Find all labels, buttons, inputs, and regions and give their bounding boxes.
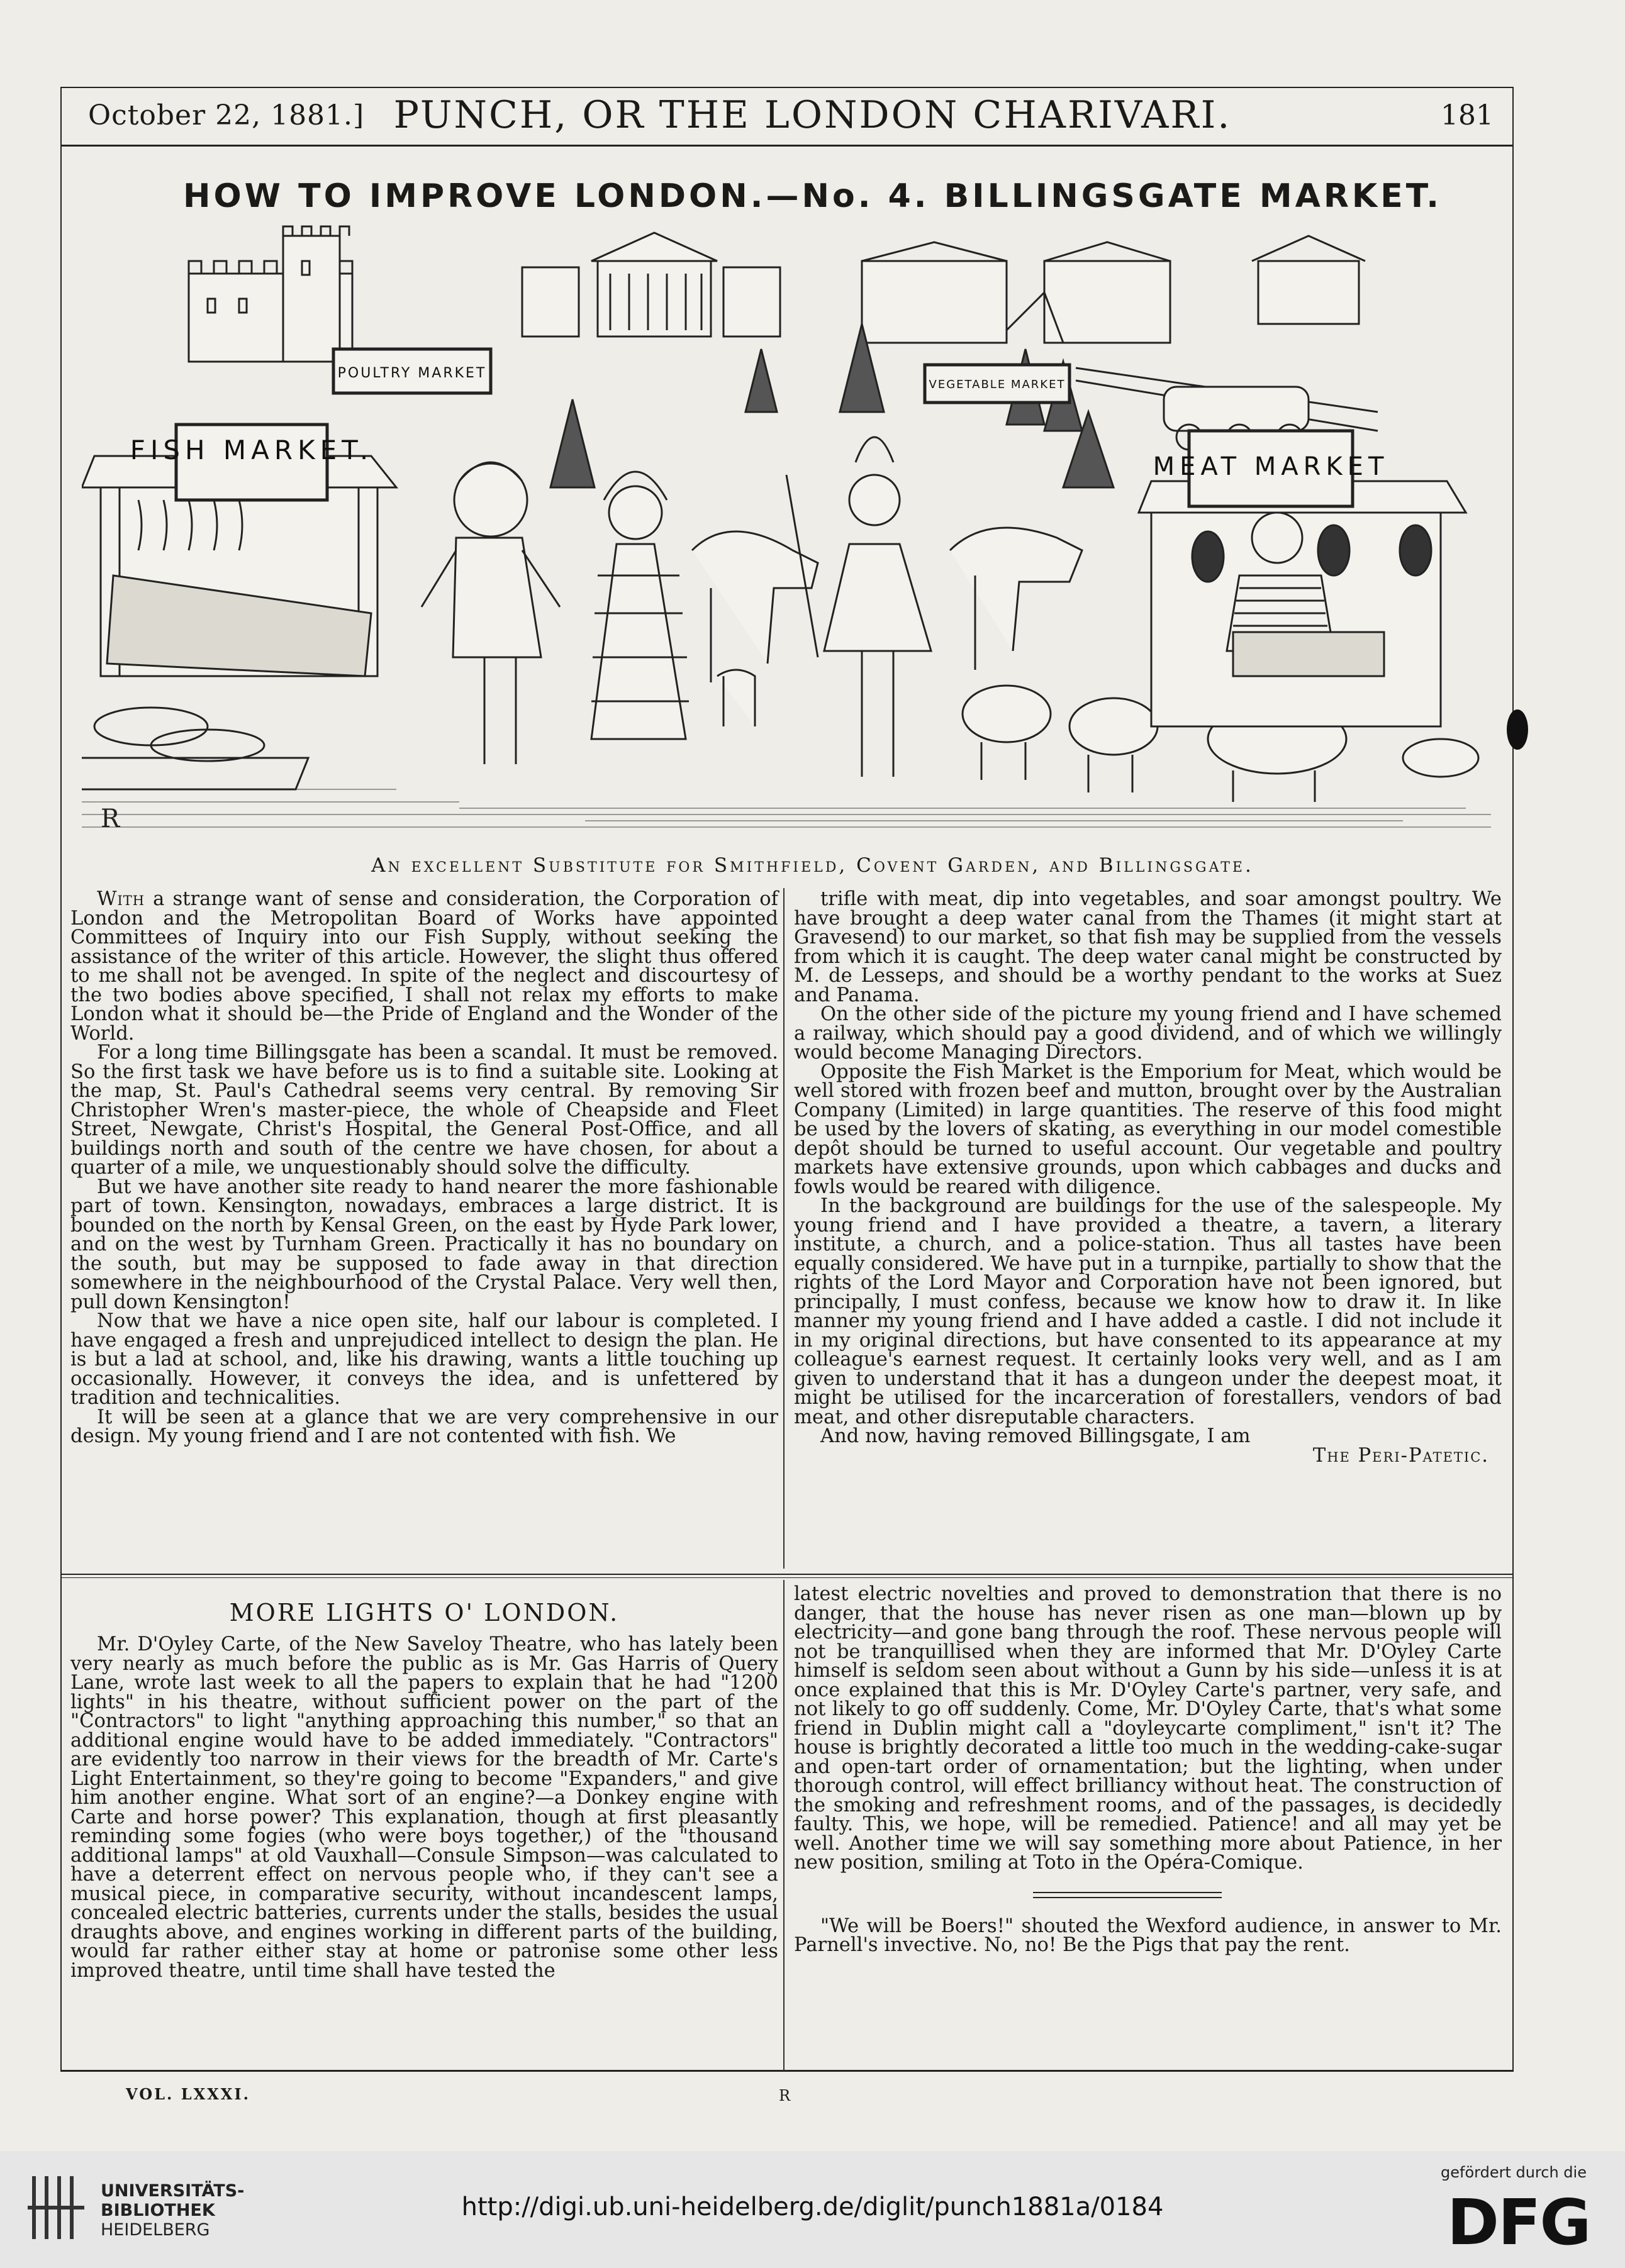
short-rule-top [1033,1892,1222,1893]
castle-drawing [189,226,352,362]
paragraph-text: Now that we have a nice open site, half our labour is completed. I have engaged a fresh and unprejudiced intellect to design the plan. He is but a lad at school, and, like his drawing, wants a little touching up occasionally. However, it conveys the idea, and is unfettered by tradition and technicalities. [70,1310,778,1409]
article-paragraph [794,1197,1502,1427]
binding-hole [1507,709,1528,750]
article-paragraph [70,1312,778,1408]
article-paragraph [70,1043,778,1178]
fish-market-sign-text: FISH MARKET. [130,435,374,465]
column-divider-lower [783,1580,785,2071]
lead-word: With [97,888,145,910]
girl-figure-center [786,437,931,777]
fish-market-stall [82,456,396,789]
short-rule-bottom [1033,1897,1222,1898]
lights-column-left [70,1635,778,1981]
fish-seller-figure [422,462,560,764]
cartoon-illustration [82,223,1491,843]
paragraph-text: It will be seen at a glance that we are very comprehensive in our design. My young friend and I are not contented with fish. We [70,1406,778,1447]
trees [550,324,1114,487]
publication-title: PUNCH, OR THE LONDON CHARIVARI. [393,93,1232,137]
paragraph-text: And now, having removed Billingsgate, I am [820,1425,1251,1447]
meat-market-sign [1153,431,1389,506]
section-rule-thin [60,1577,1514,1578]
frame-border-bottom [60,2070,1514,2072]
university-name-line-1: UNIVERSITÄTS- [101,2181,245,2201]
background-buildings [862,236,1365,343]
signature-mark: R [779,2087,791,2104]
column-divider [783,888,785,1569]
girl-figure-left [591,472,689,739]
university-name-line-2: BIBLIOTHEK [101,2201,215,2220]
paragraph-text: For a long time Billingsgate has been a scandal. It must be removed. So the first task we have before us is to find a suitable site. Looking at the map, St. Paul's Cathedral seems very central. By removing Sir Christopher Wren's master-piece, the whole of Cheapside and Fleet Street, Newgate, Christ's Hospital, the General Post-Office, and all buildings north and south of the centre we have chosen, for about a quarter of a mile, we unquestionably should solve the difficulty. [70,1042,778,1179]
frame-border-left [60,87,62,2071]
paragraph-text: a strange want of sense and consideration, the Corporation of London and the Metropolitan Board of Works have appointed Committees of Inquiry into our Fish Supply, without seeking the assistance of the writer of this article. However, the slight thus offered to me shall not be avenged. In spite of the neglect and discourtesy of the two bodies above specified, I shall not relax my efforts to make London what it should be—the Pride of England and the Wonder of the World. [70,888,778,1045]
article-paragraph [70,1178,778,1313]
article-column-left [70,890,778,1447]
poultry-market-sign-text: POULTRY MARKET [337,365,487,381]
frame-border-top [60,87,1514,88]
sheep-drawings [963,686,1158,792]
lights-column-right [794,1585,1502,1955]
dfg-logo-icon: DFG [1447,2186,1590,2259]
issue-date: October 22, 1881.] [88,99,365,131]
temple-drawing [522,233,780,336]
ground-hatching [82,789,1491,827]
lights-paragraph-left: Mr. D'Oyley Carte, of the New Saveloy Theatre, who has lately been very nearly as much before the public as is Mr. Gas Harris of Query Lane, wrote last week to all the papers to explain that he had "1200 lights" in his theatre, without sufficient power on the part of the "Contractors" to light "anything approaching this number," so that an additional engine would have to be added immediately. "Contractors" are evidently too narrow in their views for the breadth of Mr. Carte's Light Entertainment, so they're going to become "Expanders," and give him another engine. What sort of an engine?—a Donkey engine with Carte and horse power? This explanation, though at first pleasantly reminding some fogies (who were boys together,) of the "thousand additional lamps" at old Vauxhall—Consule Simpson—was calculated to have a deterrent effect on nervous people who, if they can't see a musical piece, in comparative security, without incandescent lamps, concealed electric batteries, currents under the stalls, besides the usual draughts above, and engines working in different parts of the building, would far rather either stay at home or patronise some other less improved theatre, until time shall have tested the [70,1633,778,1982]
article-paragraph [794,890,1502,1005]
artist-monogram: R [101,804,120,833]
cartoon-title: HOW TO IMPROVE LONDON.—No. 4. BILLINGSGATE MARKET. [182,177,1443,215]
article-paragraph [794,1427,1502,1447]
frame-border-right [1512,87,1514,2071]
dog-drawing [717,670,755,726]
meat-market-stall [1139,481,1466,726]
volume-number: VOL. LXXXI. [126,2085,251,2103]
article-paragraph [70,890,778,1043]
lights-article-title: MORE LIGHTS O' LONDON. [229,1599,620,1626]
article-paragraph [70,1408,778,1447]
header-rule [60,145,1514,147]
article-paragraph [794,1060,1502,1198]
funded-by-text: gefördert durch die [1441,2164,1587,2181]
boers-paragraph: "We will be Boers!" shouted the Wexford audience, in answer to Mr. Parnell's invective. No, no! Be the Pigs that pay the rent. [794,1915,1502,1956]
article-column-right [794,890,1502,1465]
article-paragraph [794,1005,1502,1063]
vegetable-market-sign-text: VEGETABLE MARKET [929,378,1066,391]
poultry-market-sign [333,349,491,393]
article-signature: The Peri-Patetic. [1312,1444,1489,1467]
lights-paragraph-right: latest electric novelties and proved to demonstration that there is no danger, that the house has never risen as one man—blown up by electricity—and gone bang through the roof. These nervous people will not be tranquillised when they are informed that Mr. D'Oyley Carte himself is seldom seen about without a Gunn by his side—unless it is at once explained that this is Mr. D'Oyley Carte's partner, very safe, and not likely to go off suddenly. Come, Mr. D'Oyley Carte, that's what some friend in Dublin might call a "doyleycarte compliment," isn't it? The house is brightly decorated a little too much in the wedding-cake-sugar and open-tart order of ornamentation; but the lighting, when under thorough control, will effect brilliancy without heat. The construction of the smoking and refreshment rooms, and of the passages, is decidedly faulty. This, we hope, will be remedied. Patience! and all may yet be well. Another time we will say something more about Patience, in her new position, smiling at Toto in the Opéra-Comique. [794,1583,1502,1874]
paragraph-text: In the background are buildings for the use of the salespeople. My young friend and I have provided a theatre, a tavern, a literary institute, a church, and a police-station. Thus all tastes have been equally considered. We have put in a turnpike, partially to show that the rights of the Lord Mayor and Corporation have not been ignored, but principally, I must confess, because we know how to draw it. In like manner my young friend and I have added a castle. I did not include it in my original directions, but have consented to its appearance at my colleague's earnest request. It certainly looks very well, and as I am given to understand that it has a dungeon under the deepest moat, it might be utilised for the incarceration of forestallers, vendors of bad meat, and other disreputable characters. [794,1195,1502,1428]
paragraph-text: Opposite the Fish Market is the Emporium for Meat, which would be well stored with frozen beef and mutton, brought over by the Australian Company (Limited) in large quantities. The reserve of this food might be used by the lovers of skating, as everything in our model comestible depôt should be turned to useful account. Our vegetable and poultry markets have extensive grounds, upon which cabbages and ducks and fowls would be reared with diligence. [794,1060,1502,1198]
meat-market-sign-text: MEAT MARKET [1153,452,1389,481]
cartoon-caption: An excellent Substitute for Smithfield, Covent Garden, and Billingsgate. [371,854,1254,877]
paragraph-text: trifle with meat, dip into vegetables, and soar amongst poultry. We have brought a deep water canal from the Thames (it might start at Gravesend) to our market, so that fish may be supplied from the vessels from which it is caught. The deep water canal might be constructed by M. de Lesseps, and should be a worthy pendant to the works at Suez and Panama. [794,888,1502,1006]
archive-url-link[interactable]: http://digi.ub.uni-heidelberg.de/diglit/punch1881a/0184 [461,2193,1164,2221]
university-name-line-3: HEIDELBERG [101,2220,210,2240]
vegetable-market-sign [925,365,1069,403]
paragraph-text: On the other side of the picture my young friend and I have schemed a railway, which should pay a good dividend, and of which we willingly would become Managing Directors. [794,1003,1502,1064]
page-number: 181 [1441,99,1494,131]
section-rule [60,1574,1514,1575]
paragraph-text: But we have another site ready to hand nearer the more fashionable part of town. Kensington, nowadays, embraces a large district. It is bounded on the north by Kensal Green, on the east by Hyde Park lower, and on the west by Turnham Green. Practically it has no boundary on the south, but may be supposed to fade away in that direction somewhere in the neighbourhood of the Crystal Palace. Very well then, pull down Kensington! [70,1176,778,1313]
